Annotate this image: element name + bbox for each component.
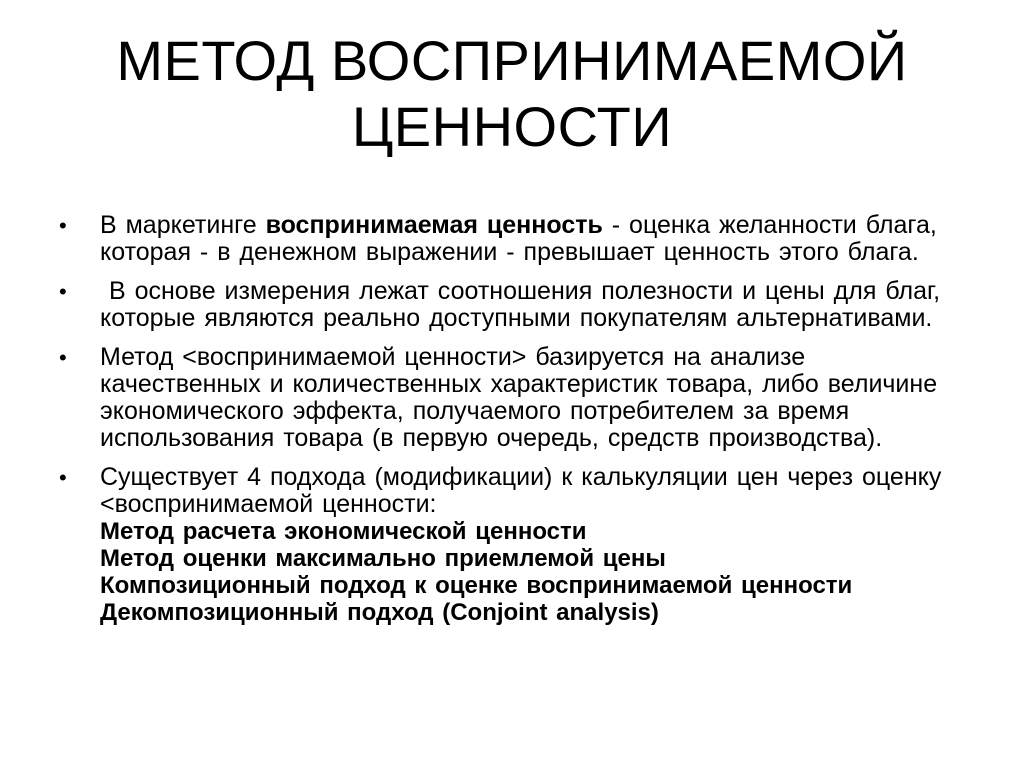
bullet-list <box>56 212 956 638</box>
bullet-1-suffix: - оценка желанности блага, которая - в денежном выражении - превышает ценность этого блага. <box>100 211 937 266</box>
bullet-text-2: В основе измерения лежат соотношения полезности и цены для благ, которые являются реально доступными покупателям альтернативами. <box>100 277 949 332</box>
approach-4: Декомпозиционный подход (Conjoint analysis) <box>100 599 659 626</box>
bullet-text-4: Существует 4 подхода (модификации) к калькуляции цен через оценку <воспринимаемой ценности: <box>100 463 942 518</box>
bullet-marker: • <box>59 465 67 490</box>
bullet-item-4 <box>56 464 956 626</box>
title-line-2: ЦЕННОСТИ <box>351 95 673 158</box>
bullet-item-3 <box>56 344 956 452</box>
title-line-1: МЕТОД ВОСПРИНИМАЕМОЙ <box>116 29 908 92</box>
bullet-text-1 <box>100 212 956 266</box>
bullet-marker: • <box>59 213 67 238</box>
approach-3: Композиционный подход к оценке воспринимаемой ценности <box>100 572 853 599</box>
bullet-item-2 <box>56 278 956 332</box>
approach-1: Метод расчета экономической ценности <box>100 518 587 545</box>
bullet-marker: • <box>59 279 67 304</box>
bullet-text-3: Метод <воспринимаемой ценности> базируется на анализе качественных и количественных характеристик товара, либо величине экономического эффекта, получаемого потребителем за время использования товара (в первую очередь, средств производства). <box>100 343 938 452</box>
bullet-1-bold-term: воспринимаемая ценность <box>265 211 603 239</box>
bullet-item-1 <box>56 212 956 266</box>
slide-title <box>0 28 1024 160</box>
bullet-marker: • <box>59 345 67 370</box>
bullet-1-prefix: В маркетинге <box>100 211 266 239</box>
approach-2: Метод оценки максимально приемлемой цены <box>100 545 666 572</box>
